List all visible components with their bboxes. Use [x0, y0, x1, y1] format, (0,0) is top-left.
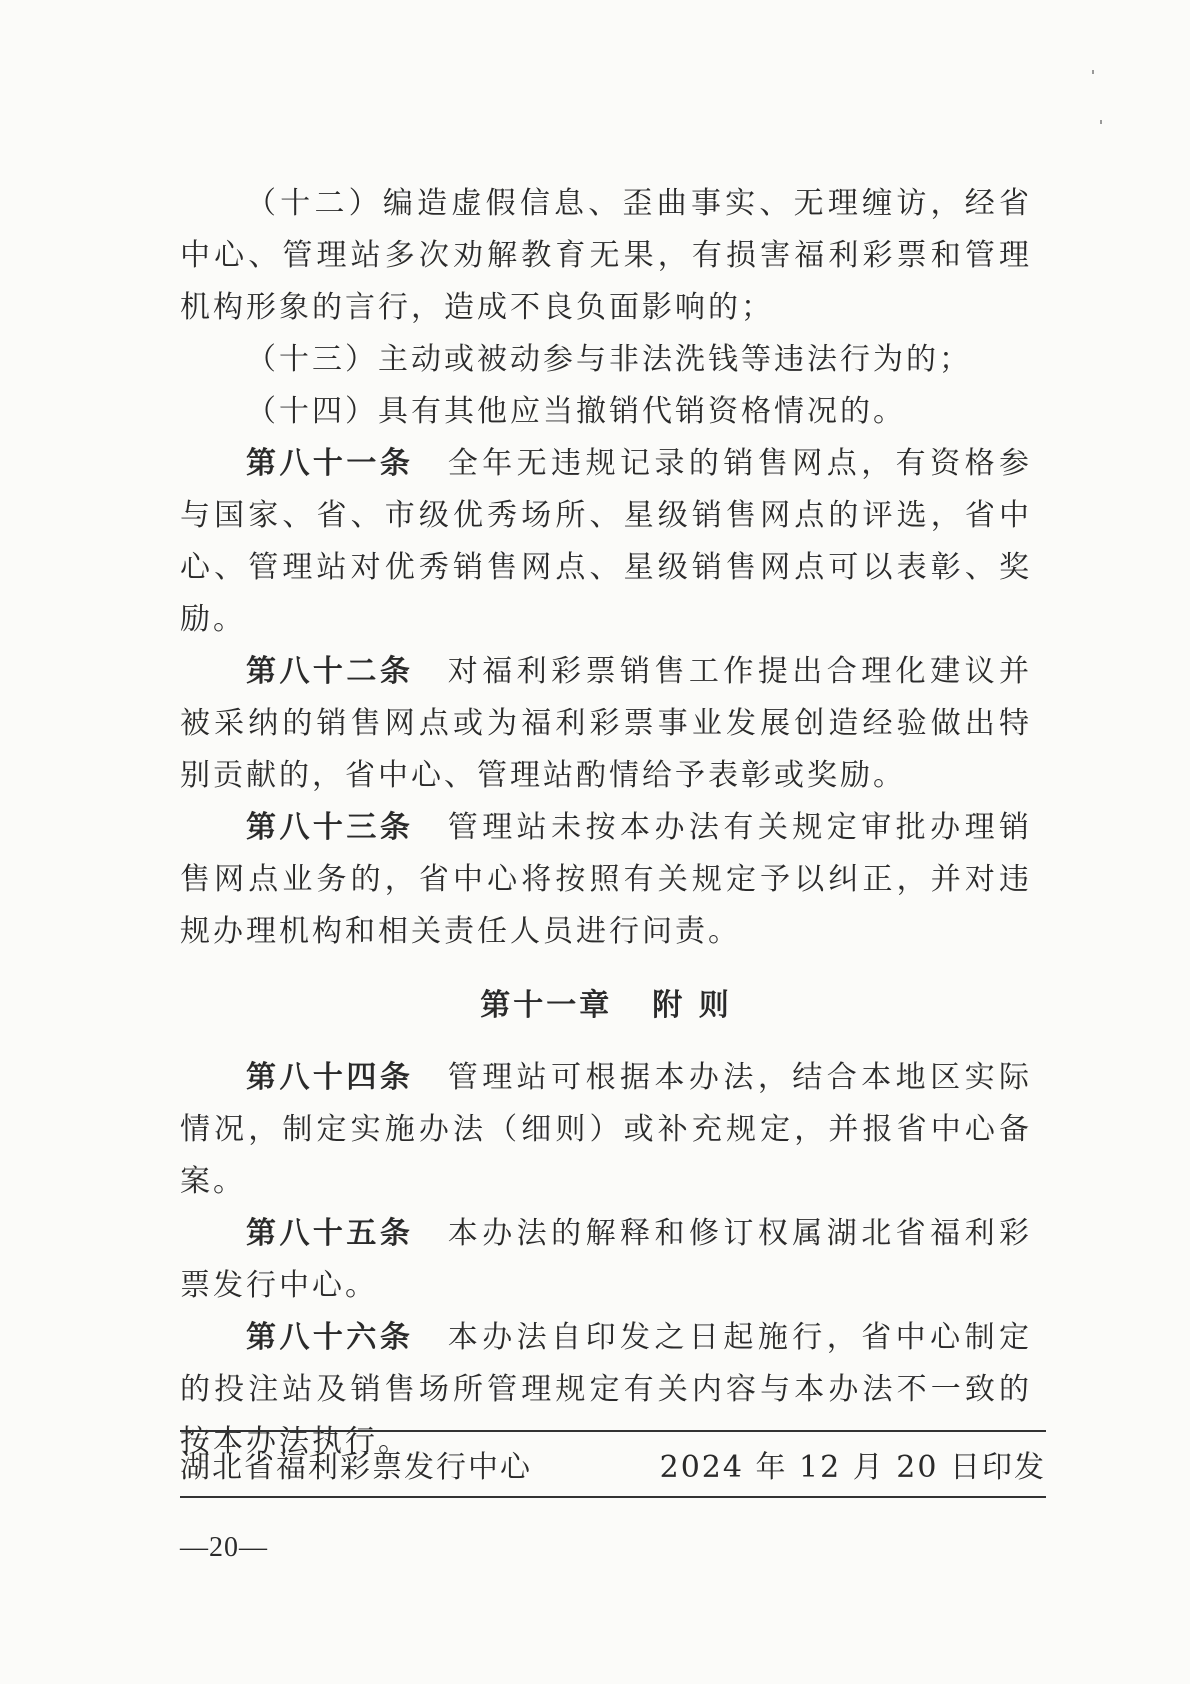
issuance-footer: [180, 1430, 1046, 1498]
chapter-title: 附 则: [652, 988, 732, 1023]
article-81: [180, 438, 1032, 646]
article-text: 本办法的解释和修订权属湖北省福利彩票发行中心。: [180, 1216, 1033, 1303]
article-84: [180, 1052, 1032, 1208]
paragraph: （十二）编造虚假信息、歪曲事实、无理缠访，经省中心、管理站多次劝解教育无果，有损害福利彩票和管理机构形象的言行，造成不良负面影响的；: [180, 186, 1032, 325]
article-text: 本办法自印发之日起施行，省中心制定的投注站及销售场所管理规定有关内容与本办法不一致的按本办法执行。: [180, 1320, 1033, 1459]
article-82: [180, 646, 1032, 802]
article-number: 第八十六条: [246, 1320, 414, 1355]
article-text: 管理站可根据本办法，结合本地区实际情况，制定实施办法（细则）或补充规定，并报省中心备案。: [180, 1060, 1033, 1199]
body-text: [180, 178, 1032, 1468]
issuer-name: 湖北省福利彩票发行中心: [180, 1450, 532, 1485]
article-text: 对福利彩票销售工作提出合理化建议并被采纳的销售网点或为福利彩票事业发展创造经验做出特别贡献的，省中心、管理站酌情给予表彰或奖励。: [180, 654, 1033, 793]
paragraph: （十四）具有其他应当撤销代销资格情况的。: [246, 394, 906, 429]
article-number: 第八十五条: [246, 1216, 414, 1251]
article-number: 第八十一条: [246, 446, 414, 481]
paragraph: （十三）主动或被动参与非法洗钱等违法行为的；: [246, 342, 972, 377]
article-text: 全年无违规记录的销售网点，有资格参与国家、省、市级优秀场所、星级销售网点的评选，省中心、管理站对优秀销售网点、星级销售网点可以表彰、奖励。: [180, 446, 1033, 637]
article-number: 第八十三条: [246, 810, 414, 845]
article-85: [180, 1208, 1032, 1312]
scan-speck: [1100, 120, 1102, 124]
article-text: 管理站未按本办法有关规定审批办理销售网点业务的，省中心将按照有关规定予以纠正，并对违规办理机构和相关责任人员进行问责。: [180, 810, 1033, 949]
article-number: 第八十二条: [246, 654, 414, 689]
scan-speck: [1092, 70, 1094, 74]
issue-date: 2024 年 12 月 20 日印发: [659, 1450, 1046, 1485]
page-number: —20—: [180, 1532, 268, 1563]
article-number: 第八十四条: [246, 1060, 414, 1095]
article-83: [180, 802, 1032, 958]
chapter-heading: [180, 980, 1032, 1032]
chapter-number: 第十一章: [480, 988, 613, 1023]
